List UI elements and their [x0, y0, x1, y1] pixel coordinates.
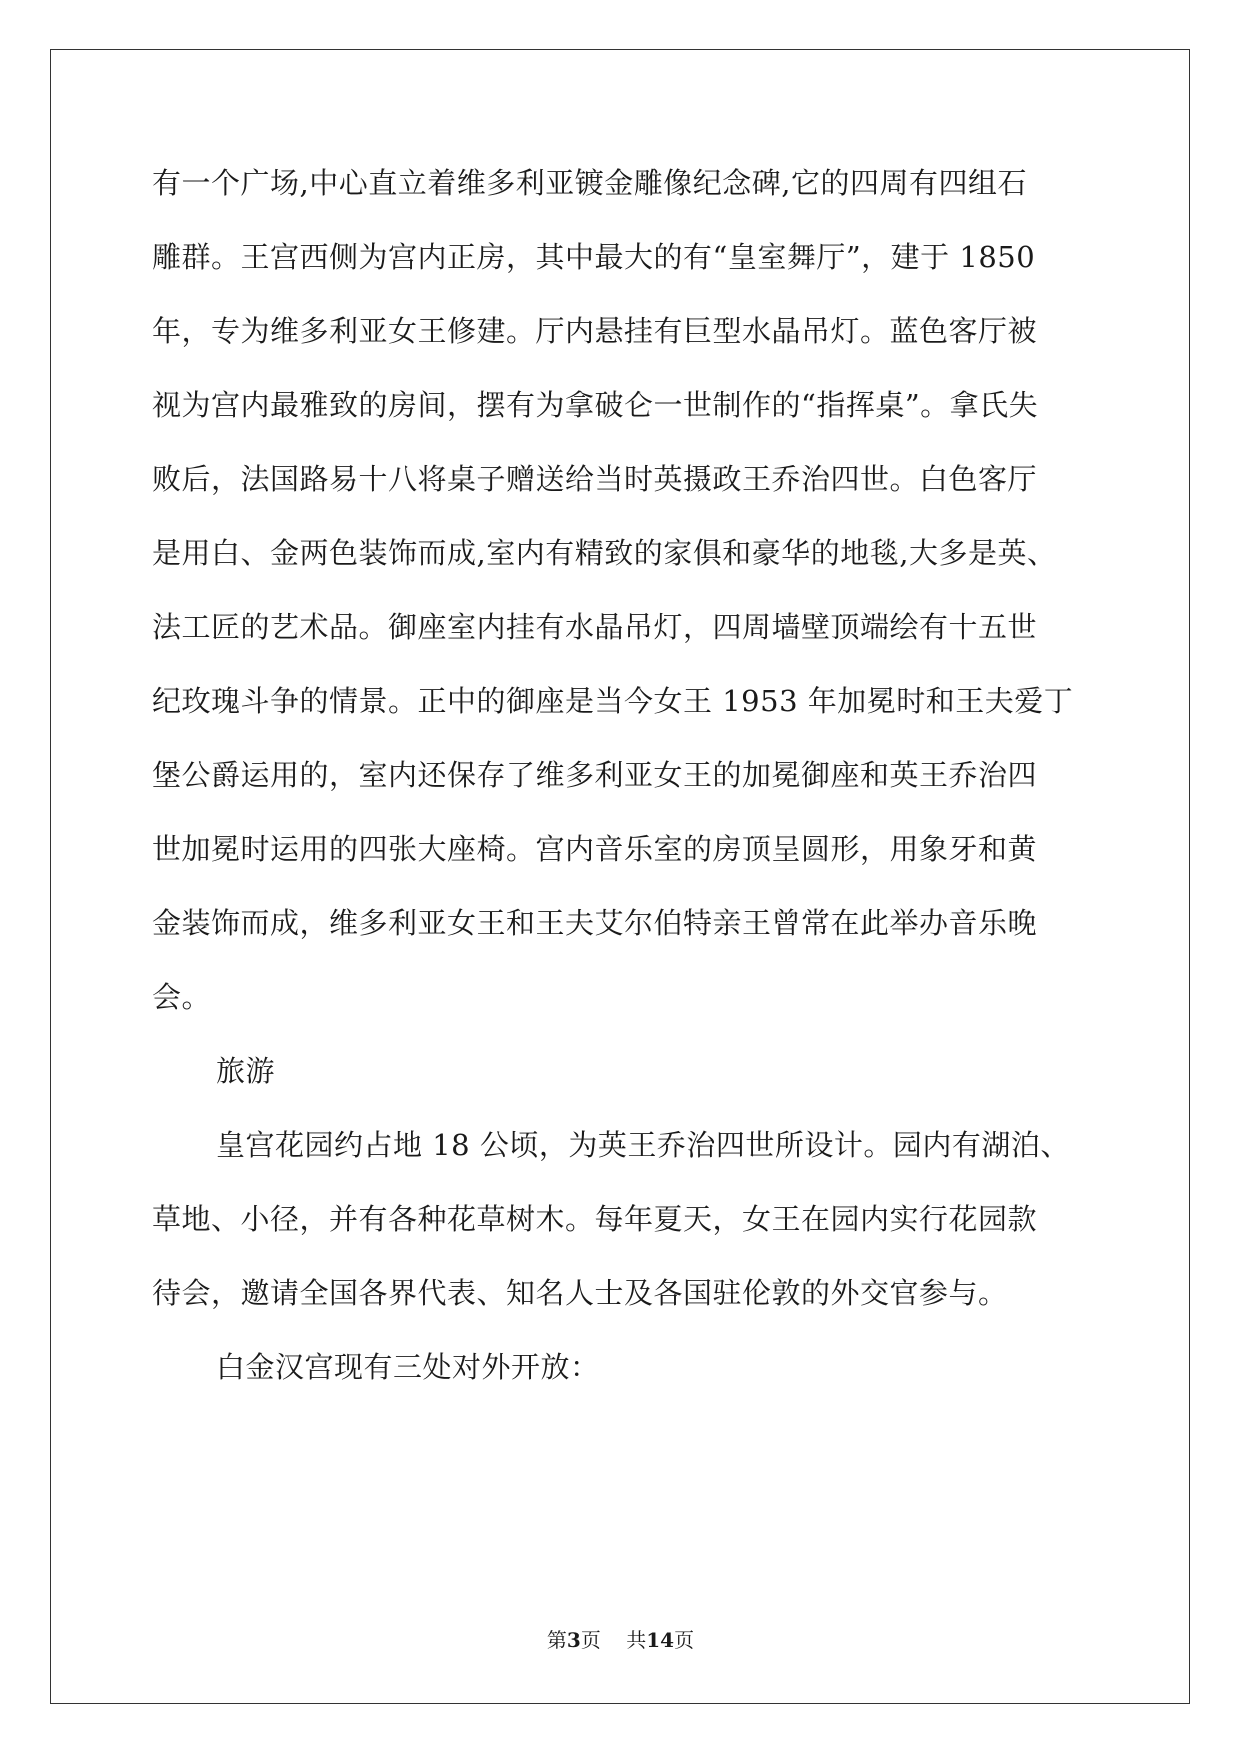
text-line: 是用白、金两色装饰而成,室内有精致的家俱和豪华的地毯,大多是英、 [152, 536, 1057, 570]
text-line: 金装饰而成，维多利亚女王和王夫艾尔伯特亲王曾常在此举办音乐晚 [152, 906, 1038, 940]
text-line: 堡公爵运用的，室内还保存了维多利亚女王的加冕御座和英王乔治四 [152, 758, 1038, 792]
section-heading: 旅游 [216, 1054, 276, 1088]
text-line: 会。 [152, 980, 212, 1014]
text-line: 皇宫花园约占地 18 公顷，为英王乔治四世所设计。园内有湖泊、 [216, 1128, 1070, 1162]
text-line: 有一个广场,中心直立着维多利亚镀金雕像纪念碑,它的四周有四组石 [152, 166, 1027, 200]
text-line: 视为宫内最雅致的房间，摆有为拿破仑一世制作的“指挥桌”。拿氏失 [152, 388, 1039, 422]
page-footer [0, 1626, 1241, 1654]
text-line: 年，专为维多利亚女王修建。厅内悬挂有巨型水晶吊灯。蓝色客厅被 [152, 314, 1038, 348]
page-unit: 页 [580, 1628, 601, 1652]
total-unit: 页 [674, 1628, 695, 1652]
page-total: 14 [646, 1628, 675, 1652]
text-line: 草地、小径，并有各种花草树木。每年夏天，女王在园内实行花园款 [152, 1202, 1038, 1236]
page-border [50, 49, 1190, 1704]
text-line: 雕群。王宫西侧为宫内正房，其中最大的有“皇室舞厅”，建于 1850 [152, 240, 1036, 274]
text-line: 法工匠的艺术品。御座室内挂有水晶吊灯，四周墙壁顶端绘有十五世 [152, 610, 1038, 644]
text-line: 待会，邀请全国各界代表、知名人士及各国驻伦敦的外交官参与。 [152, 1276, 1008, 1310]
text-line: 白金汉宫现有三处对外开放： [216, 1350, 600, 1384]
total-prefix: 共 [626, 1628, 647, 1652]
text-line: 世加冕时运用的四张大座椅。宫内音乐室的房顶呈圆形，用象牙和黄 [152, 832, 1038, 866]
text-line: 纪玫瑰斗争的情景。正中的御座是当今女王 1953 年加冕时和王夫爱丁 [152, 684, 1074, 718]
page-current: 3 [566, 1628, 581, 1652]
page-prefix: 第 [546, 1628, 567, 1652]
text-line: 败后，法国路易十八将桌子赠送给当时英摄政王乔治四世。白色客厅 [152, 462, 1038, 496]
